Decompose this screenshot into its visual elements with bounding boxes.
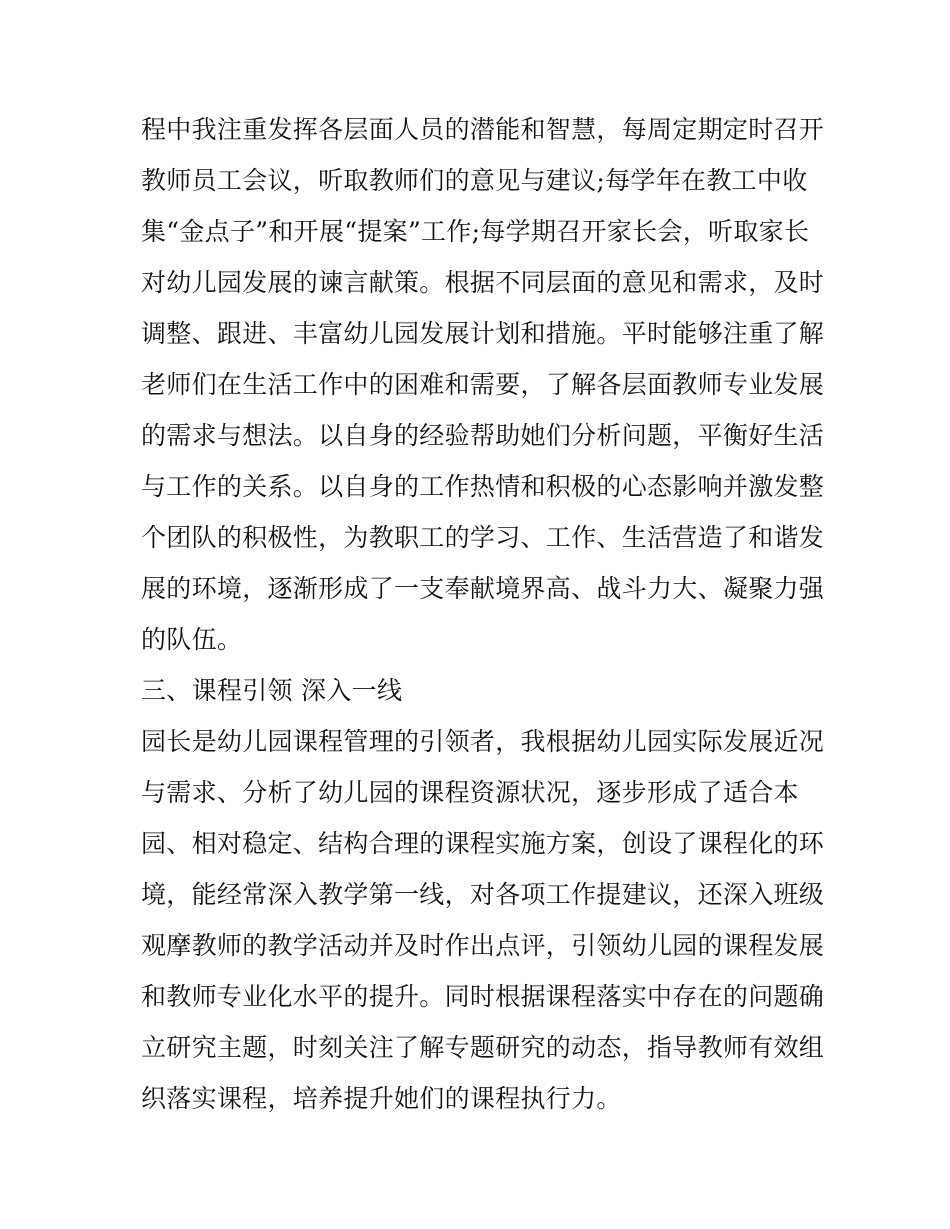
text-line: 老师们在生活工作中的困难和需要，了解各层面教师专业发展: [141, 370, 825, 399]
text-line: 和教师专业化水平的提升。同时根据课程落实中存在的问题确: [141, 982, 825, 1011]
text-line: 程中我注重发挥各层面人员的潜能和智慧，每周定期定时召开: [141, 115, 825, 144]
section-heading: 三、课程引领 深入一线: [141, 676, 403, 705]
text-line: 与工作的关系。以自身的工作热情和积极的心态影响并激发整: [141, 472, 825, 501]
text-line: 的队伍。: [141, 625, 243, 654]
text-line: 的需求与想法。以自身的经验帮助她们分析问题，平衡好生活: [141, 421, 825, 450]
text-line: 园、相对稳定、结构合理的课程实施方案，创设了课程化的环: [141, 829, 825, 858]
text-line: 个团队的积极性，为教职工的学习、工作、生活营造了和谐发: [141, 523, 825, 552]
text-line: 调整、跟进、丰富幼儿园发展计划和措施。平时能够注重了解: [141, 319, 825, 348]
text-line: 境，能经常深入教学第一线，对各项工作提建议，还深入班级: [141, 880, 825, 909]
text-line: 园长是幼儿园课程管理的引领者，我根据幼儿园实际发展近况: [141, 727, 825, 756]
text-line: 对幼儿园发展的谏言献策。根据不同层面的意见和需求，及时: [141, 268, 825, 297]
text-line: 织落实课程，培养提升她们的课程执行力。: [141, 1084, 622, 1113]
text-line: 与需求、分析了幼儿园的课程资源状况，逐步形成了适合本: [141, 778, 799, 807]
text-line: 立研究主题，时刻关注了解专题研究的动态，指导教师有效组: [141, 1033, 825, 1062]
body-text: [141, 104, 825, 1124]
text-line: 集“金点子”和开展“提案”工作;每学期召开家长会，听取家长: [141, 217, 810, 246]
text-line: 展的环境，逐渐形成了一支奉献境界高、战斗力大、凝聚力强: [141, 574, 825, 603]
text-line: 教师员工会议，听取教师们的意见与建议;每学年在教工中收: [141, 166, 808, 195]
text-line: 观摩教师的教学活动并及时作出点评，引领幼儿园的课程发展: [141, 931, 825, 960]
